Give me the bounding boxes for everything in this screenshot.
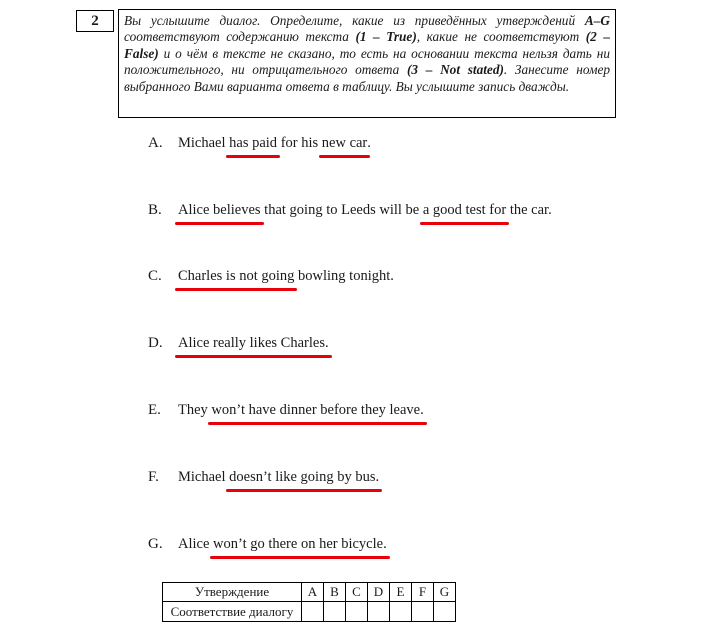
statement-text: Michael <box>178 135 230 151</box>
task-instruction <box>118 9 616 118</box>
answer-table-column-header: E <box>390 583 412 602</box>
underlined-phrase: a good test for <box>422 202 507 218</box>
statement-letter: B. <box>148 202 162 218</box>
statement-letter: G. <box>148 536 163 552</box>
instruction-true-label: (1 – True) <box>355 29 417 45</box>
statement-text: that going to Leeds will be <box>260 202 423 218</box>
statement-text: They <box>178 402 212 418</box>
underlined-phrase: Alice really likes Charles. <box>178 335 329 351</box>
statement-letter: D. <box>148 335 163 351</box>
answer-cell-f[interactable] <box>412 602 434 622</box>
statement-text: for his <box>277 135 322 151</box>
instruction-false-label: (2 – False) <box>124 29 610 61</box>
statement-e <box>148 402 424 419</box>
statement-letter: F. <box>148 469 159 485</box>
answer-table <box>162 582 456 622</box>
instruction-not-stated-label: (3 – Not stated) <box>406 62 504 78</box>
underlined-phrase: Charles is not going <box>178 268 295 284</box>
statement-d <box>148 335 329 352</box>
statement-text: Michael <box>178 469 230 485</box>
answer-cell-b[interactable] <box>324 602 346 622</box>
answer-table-column-header: A <box>302 583 324 602</box>
statement-b <box>148 202 552 219</box>
statement-a <box>148 135 371 152</box>
underlined-phrase: won’t go there on her bicycle. <box>213 536 387 552</box>
answer-table-header-label: Утверждение <box>163 583 302 602</box>
statement-f <box>148 469 379 486</box>
statement-g <box>148 536 387 553</box>
underlined-phrase: Alice believes <box>178 202 261 218</box>
answer-cell-a[interactable] <box>302 602 324 622</box>
underlined-phrase: new car <box>321 135 368 151</box>
instruction-text-3: , какие не соответствуют <box>416 29 586 45</box>
instruction-text-1: Вы услышите диалог. Определите, какие из приведённых утверждений <box>124 13 585 28</box>
statement-letter: A. <box>148 135 163 151</box>
statement-text: Alice <box>178 536 214 552</box>
instruction-text-5: . Занесите номер выбранного Вами варианта ответа в таблицу. Вы услышите запись дважды. <box>124 62 610 94</box>
answer-table-column-header: C <box>346 583 368 602</box>
instruction-text-4: и о чём в тексте не сказано, то есть на основании текста нельзя дать ни положительного, ни отрицательного ответа <box>124 45 610 78</box>
statement-letter: E. <box>148 402 161 418</box>
answer-cell-g[interactable] <box>434 602 456 622</box>
answer-table-column-header: F <box>412 583 434 602</box>
answer-cell-e[interactable] <box>390 602 412 622</box>
answer-cell-d[interactable] <box>368 602 390 622</box>
instruction-text-2: соответствуют содержанию текста <box>124 29 356 45</box>
statement-c <box>148 268 394 285</box>
underlined-phrase: has paid <box>229 135 278 151</box>
answer-table-answer-row <box>163 602 456 622</box>
answer-table-column-header: D <box>368 583 390 602</box>
instruction-range: A–G <box>584 13 610 28</box>
answer-cell-c[interactable] <box>346 602 368 622</box>
answer-table-row-label: Соответствие диалогу <box>163 602 302 622</box>
statement-letter: C. <box>148 268 162 284</box>
answer-table-header-row <box>163 583 456 602</box>
task-number: 2 <box>76 10 114 32</box>
statement-text: the car. <box>506 202 552 218</box>
statement-text: . <box>367 135 371 151</box>
answer-table-column-header: B <box>324 583 346 602</box>
statement-text: bowling tonight. <box>294 268 394 284</box>
answer-table-column-header: G <box>434 583 456 602</box>
underlined-phrase: doesn’t like going by bus. <box>229 469 380 485</box>
underlined-phrase: won’t have dinner before they leave. <box>211 402 424 418</box>
